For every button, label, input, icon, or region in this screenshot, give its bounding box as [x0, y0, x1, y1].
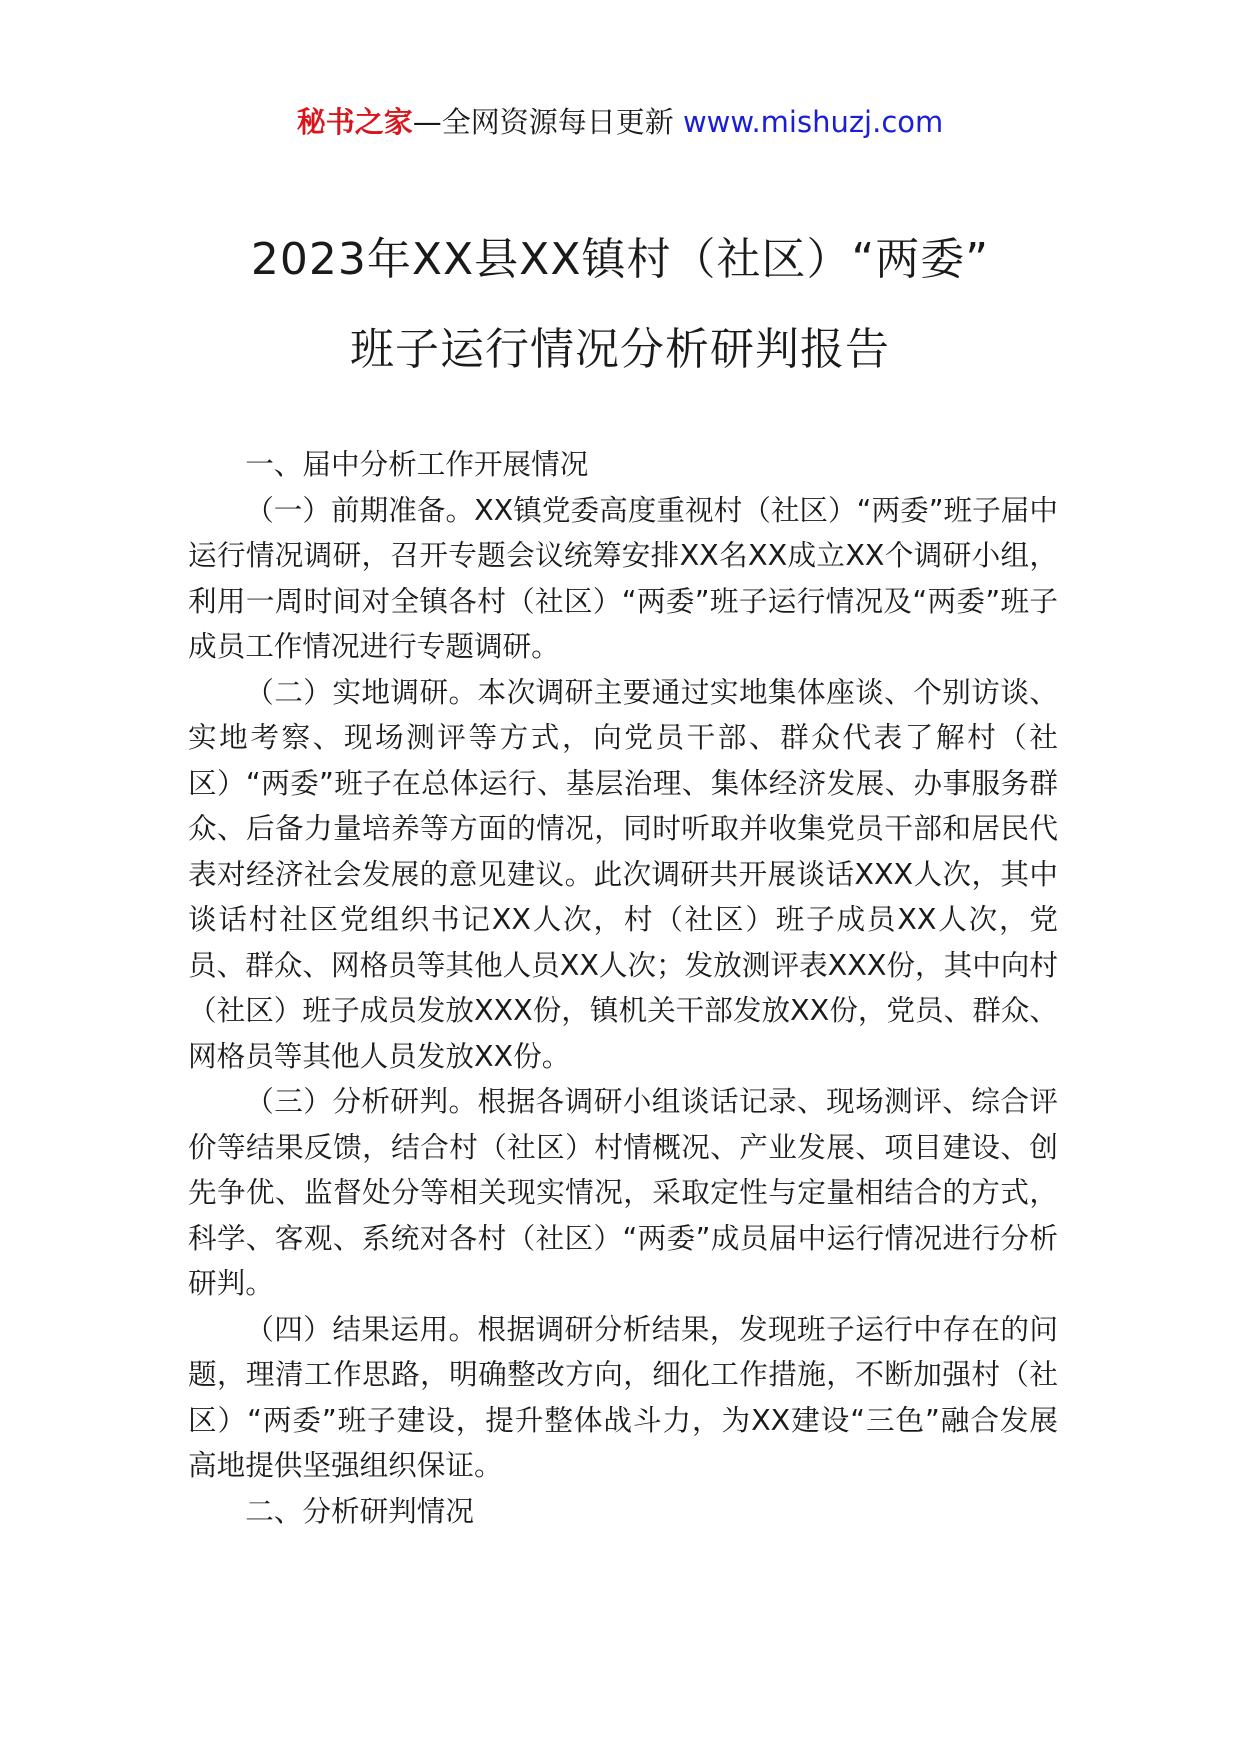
document-title-line-1: 2023年XX县XX镇村（社区）“两委” [250, 234, 990, 285]
document-title-line-2: 班子运行情况分析研判报告 [350, 324, 890, 375]
site-banner [0, 100, 1240, 144]
paragraph-analysis: （三）分析研判。根据各调研小组谈话记录、现场测评、综合评价等结果反馈，结合村（社区）村情概况、产业发展、项目建设、创先争优、监督处分等相关现实情况，采取定性与定量相结合的方式，科学、客观、系统对各村（社区）“两委”成员届中运行情况进行分析研判。 [188, 1084, 1058, 1300]
section-heading-1: 一、届中分析工作开展情况 [245, 447, 589, 481]
section-heading-2: 二、分析研判情况 [245, 1493, 474, 1528]
site-brand: 秘书之家 [296, 105, 413, 139]
site-url-link[interactable]: www.mishuzj.com [682, 105, 944, 139]
paragraph-field-research: （二）实地调研。本次调研主要通过实地集体座谈、个别访谈、实地考察、现场测评等方式，向党员干部、群众代表了解村（社区）“两委”班子在总体运行、基层治理、集体经济发展、办事服务群众、后备力量培养等方面的情况，同时听取并收集党员干部和居民代表对经济社会发展的意见建议。此次调研共开展谈话XXX人次，其中谈话村社区党组织书记XX人次，村（社区）班子成员XX人次，党员、群众、网格员等其他人员XX人次；发放测评表XXX份，其中向村（社区）班子成员发放XXX份，镇机关干部发放XX份，党员、群众、网格员等其他人员发放XX份。 [188, 674, 1058, 1073]
document-body [188, 442, 1058, 1534]
site-tagline: —全网资源每日更新 [412, 105, 683, 139]
paragraph-preparation: （一）前期准备。XX镇党委高度重视村（社区）“两委”班子届中运行情况调研，召开专题会议统筹安排XX名XX成立XX个调研小组，利用一周时间对全镇各村（社区）“两委”班子运行情况及“两委”班子成员工作情况进行专题调研。 [188, 492, 1058, 663]
paragraph-results: （四）结果运用。根据调研分析结果，发现班子运行中存在的问题，理清工作思路，明确整改方向，细化工作措施，不断加强村（社区）“两委”班子建设，提升整体战斗力，为XX建设“三色”融合发展高地提供坚强组织保证。 [188, 1311, 1058, 1482]
